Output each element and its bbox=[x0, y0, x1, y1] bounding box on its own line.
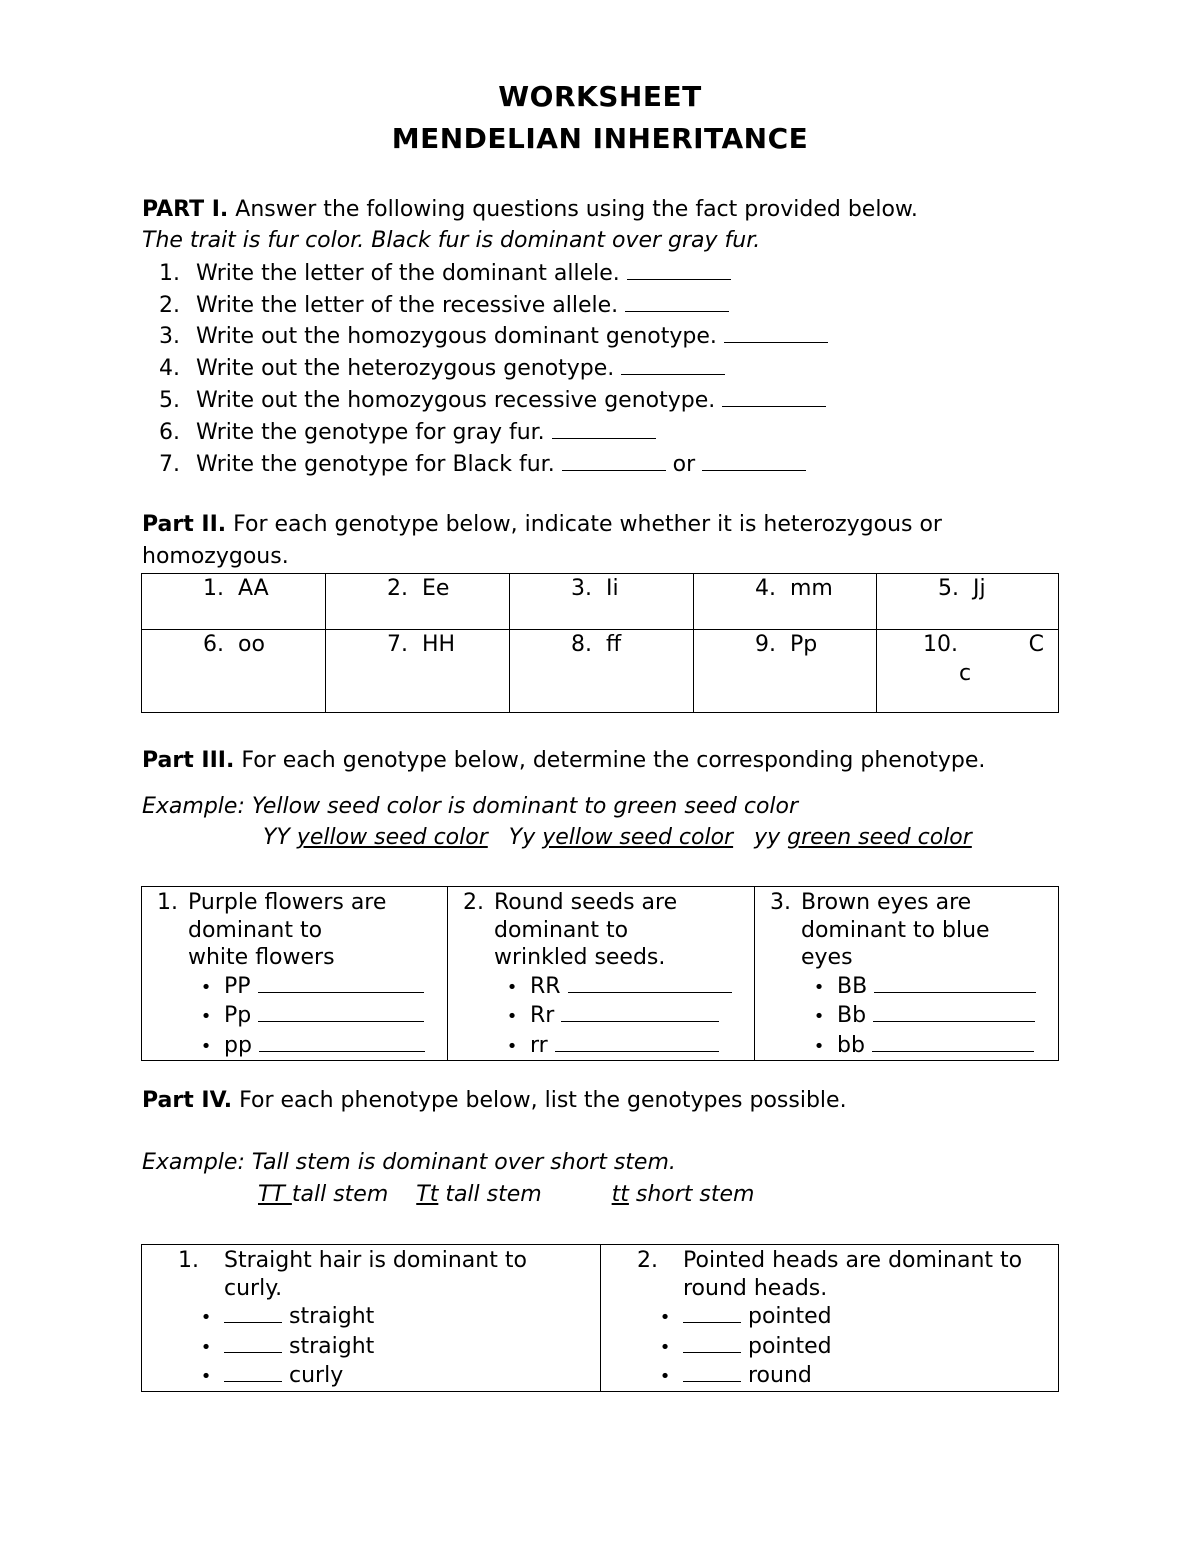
part1-question-7: 7. Write the genotype for Black fur. or bbox=[142, 450, 806, 477]
bullet-icon: • bbox=[813, 1035, 825, 1057]
genotype-cell[interactable]: 6. oo bbox=[142, 630, 326, 713]
bullet-icon: • bbox=[200, 1035, 212, 1057]
answer-blank[interactable] bbox=[568, 972, 732, 993]
answer-blank[interactable] bbox=[722, 386, 826, 407]
part3-phenotype-table bbox=[141, 886, 1059, 1061]
part3-label: Part III. bbox=[142, 748, 235, 773]
part4-example-answers: TT tall stem Tt tall stem tt short stem bbox=[258, 1182, 755, 1207]
answer-blank[interactable] bbox=[683, 1302, 741, 1323]
bullet-icon: • bbox=[659, 1307, 671, 1328]
bullet-icon: • bbox=[506, 976, 518, 998]
bullet-icon: • bbox=[200, 1366, 212, 1387]
part1-question-6: 6. Write the genotype for gray fur. bbox=[142, 418, 656, 445]
bullet-icon: • bbox=[506, 1035, 518, 1057]
answer-blank[interactable] bbox=[224, 1332, 282, 1353]
part3-example: Example: Yellow seed color is dominant to green seed color bbox=[142, 794, 799, 819]
part1-question-1: 1. Write the letter of the dominant allele. bbox=[142, 259, 731, 286]
bullet-icon: • bbox=[200, 1336, 212, 1358]
part1-fact: The trait is fur color. Black fur is dominant over gray fur. bbox=[142, 228, 761, 253]
answer-blank[interactable] bbox=[552, 418, 656, 439]
part1-instruction: Answer the following questions using the fact provided below. bbox=[228, 197, 918, 222]
bullet-icon: • bbox=[200, 1006, 212, 1027]
answer-blank[interactable] bbox=[683, 1361, 741, 1382]
genotype-cell[interactable]: 1. AA bbox=[142, 574, 326, 630]
part1-question-5: 5. Write out the homozygous recessive genotype. bbox=[142, 386, 826, 413]
answer-blank[interactable] bbox=[224, 1361, 282, 1382]
answer-blank[interactable] bbox=[627, 259, 731, 280]
answer-blank[interactable] bbox=[702, 450, 806, 471]
answer-blank[interactable] bbox=[224, 1302, 282, 1323]
bullet-icon: • bbox=[506, 1006, 518, 1027]
part2-label: Part II. bbox=[142, 512, 227, 537]
genotype-list-column-2: 2. Pointed heads are dominant to round heads. • pointed • pointed • round bbox=[601, 1245, 1059, 1392]
answer-blank[interactable] bbox=[873, 1001, 1035, 1022]
part4-example: Example: Tall stem is dominant over short stem. bbox=[142, 1150, 676, 1175]
part1-question-4: 4. Write out the heterozygous genotype. bbox=[142, 354, 725, 381]
phenotype-column-1: 1. Purple flowers are dominant to white flowers • PP • Pp • pp bbox=[142, 887, 448, 1061]
bullet-icon: • bbox=[200, 976, 212, 998]
phenotype-column-2: 2. Round seeds are dominant to wrinkled seeds. • RR • Rr • rr bbox=[448, 887, 755, 1061]
answer-blank[interactable] bbox=[555, 1031, 719, 1052]
answer-blank[interactable] bbox=[683, 1332, 741, 1353]
genotype-cell[interactable]: 9. Pp bbox=[694, 630, 877, 713]
worksheet-title: WORKSHEET bbox=[498, 80, 702, 113]
genotype-cell[interactable]: 2. Ee bbox=[326, 574, 510, 630]
answer-blank[interactable] bbox=[621, 354, 725, 375]
answer-blank[interactable] bbox=[561, 1001, 719, 1022]
answer-blank[interactable] bbox=[258, 972, 424, 993]
bullet-icon: • bbox=[659, 1366, 671, 1387]
part1-question-2: 2. Write the letter of the recessive allele. bbox=[142, 291, 729, 318]
genotype-list-column-1: 1. Straight hair is dominant to curly. • straight • straight • curly bbox=[142, 1245, 601, 1392]
part2-heading: Part II. For each genotype below, indicate whether it is heterozygous or bbox=[142, 512, 942, 537]
genotype-cell[interactable]: 4. mm bbox=[694, 574, 877, 630]
answer-blank[interactable] bbox=[872, 1031, 1034, 1052]
part4-heading: Part IV. For each phenotype below, list the genotypes possible. bbox=[142, 1088, 847, 1113]
bullet-icon: • bbox=[813, 1006, 825, 1027]
part3-heading: Part III. For each genotype below, determine the corresponding phenotype. bbox=[142, 748, 986, 773]
genotype-cell[interactable]: 10. C c bbox=[877, 630, 1059, 713]
answer-blank[interactable] bbox=[562, 450, 666, 471]
part2-heading-cont: homozygous. bbox=[142, 544, 289, 569]
answer-blank[interactable] bbox=[258, 1001, 424, 1022]
answer-blank[interactable] bbox=[259, 1031, 425, 1052]
part2-genotype-table bbox=[141, 573, 1059, 713]
part1-heading bbox=[142, 197, 918, 222]
bullet-icon: • bbox=[659, 1336, 671, 1358]
bullet-icon: • bbox=[813, 976, 825, 998]
phenotype-column-3: 3. Brown eyes are dominant to blue eyes • BB • Bb • bb bbox=[755, 887, 1059, 1061]
answer-blank[interactable] bbox=[724, 322, 828, 343]
part4-genotype-table bbox=[141, 1244, 1059, 1392]
genotype-cell[interactable]: 7. HH bbox=[326, 630, 510, 713]
answer-blank[interactable] bbox=[874, 972, 1036, 993]
answer-blank[interactable] bbox=[625, 291, 729, 312]
genotype-cell[interactable]: 3. Ii bbox=[510, 574, 694, 630]
bullet-icon: • bbox=[200, 1307, 212, 1328]
genotype-cell[interactable]: 8. ff bbox=[510, 630, 694, 713]
genotype-cell[interactable]: 5. Jj bbox=[877, 574, 1059, 630]
part1-label: PART I. bbox=[142, 197, 229, 222]
worksheet-subtitle: MENDELIAN INHERITANCE bbox=[391, 122, 809, 155]
part1-question-3: 3. Write out the homozygous dominant genotype. bbox=[142, 322, 828, 349]
part3-example-answers: YY yellow seed color Yy yellow seed color yy green seed color bbox=[263, 825, 972, 850]
part4-label: Part IV. bbox=[142, 1088, 233, 1113]
